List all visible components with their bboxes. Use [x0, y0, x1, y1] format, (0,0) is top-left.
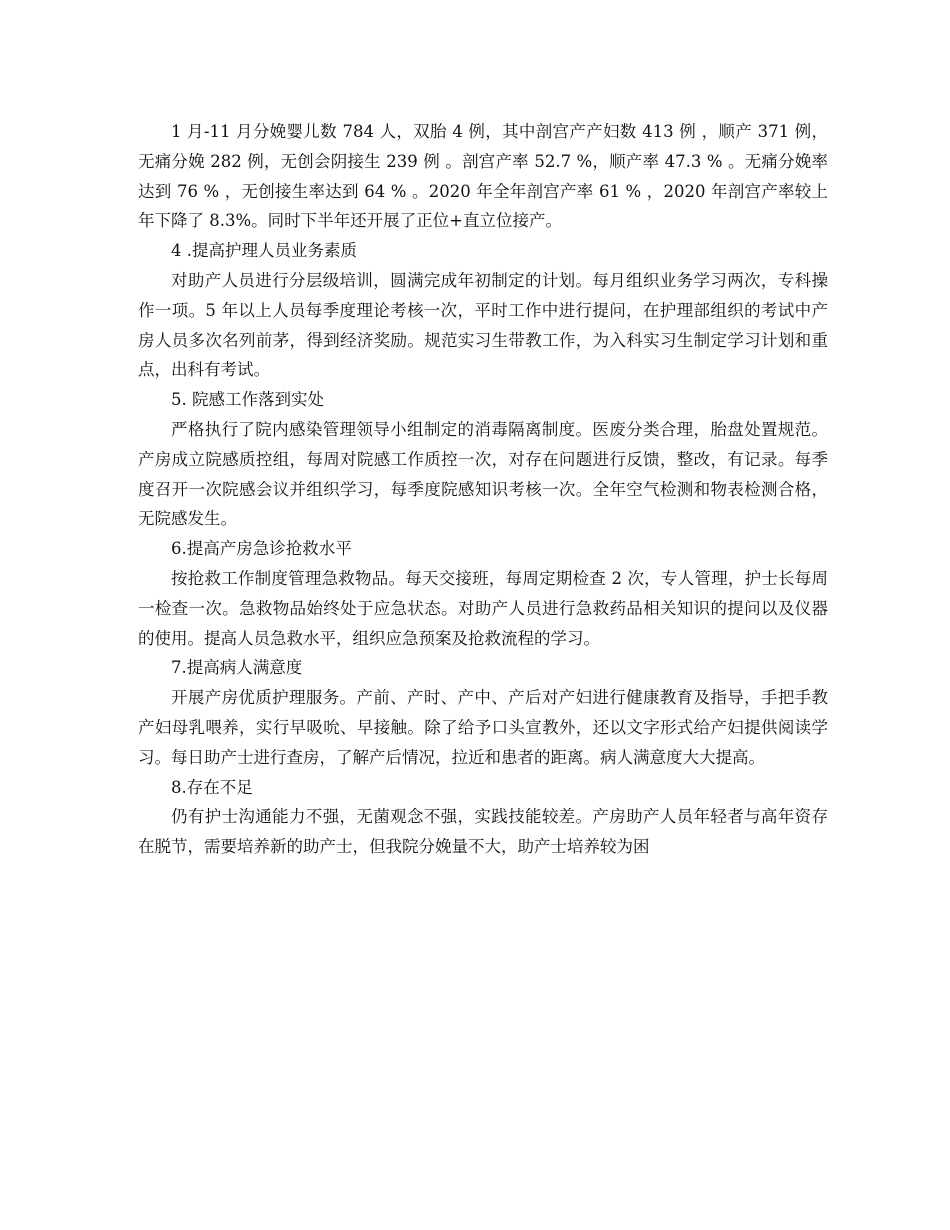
paragraph-delivery-statistics: 1 月-11 月分娩婴儿数 784 人，双胎 4 例，其中剖宫产产妇数 413 例 ，顺产 371 例，无痛分娩 282 例，无创会阴接生 239 例 。剖宫产率 52.7 %，顺产率 47.3 % 。无痛分娩率达到 76 % ，无创接生率达到 64 % 。2020 年全年剖宫产率 61 % ，2020 年剖宫产率较上年下降了 8.3%。同时下半年还开展了正位+直立位接产。 [138, 122, 828, 231]
paragraph-shortcomings: 仍有护士沟通能力不强，无菌观念不强，实践技能较差。产房助产人员年轻者与高年资存在脱节，需要培养新的助产士，但我院分娩量不大，助产士培养较为困 [138, 807, 828, 857]
section-heading-emergency-rescue: 6.提高产房急诊抢救水平 [171, 539, 352, 559]
paragraph-nursing-training: 对助产人员进行分层级培训，圆满完成年初制定的计划。每月组织业务学习两次，专科操作一项。5 年以上人员每季度理论考核一次，平时工作中进行提问，在护理部组织的考试中产房人员多次名列前茅，得到经济奖励。规范实习生带教工作，为入科实习生制定学习计划和重点，出科有考试。 [138, 270, 828, 380]
document-body [138, 117, 828, 862]
section-heading-nursing-quality: 4 .提高护理人员业务素质 [171, 241, 357, 261]
paragraph-patient-satisfaction: 开展产房优质护理服务。产前、产时、产中、产后对产妇进行健康教育及指导，手把手教产妇母乳喂养，实行早吸吮、早接触。除了给予口头宣教外，还以文字形式给产妇提供阅读学习。每日助产士进行查房，了解产后情况，拉近和患者的距离。病人满意度大大提高。 [138, 688, 828, 767]
paragraph-infection-control: 严格执行了院内感染管理领导小组制定的消毒隔离制度。医废分类合理，胎盘处置规范。产房成立院感质控组，每周对院感工作质控一次，对存在问题进行反馈，整改，有记录。每季度召开一次院感会议并组织学习，每季度院感知识考核一次。全年空气检测和物表检测合格，无院感发生。 [138, 419, 828, 529]
paragraph-emergency-rescue: 按抢救工作制度管理急救物品。每天交接班，每周定期检查 2 次，专人管理，护士长每周一检查一次。急救物品始终处于应急状态。对助产人员进行急救药品相关知识的提问以及仪器的使用。提高人员急救水平，组织应急预案及抢救流程的学习。 [138, 568, 828, 648]
section-heading-infection-control: 5. 院感工作落到实处 [171, 390, 324, 410]
section-heading-shortcomings: 8.存在不足 [171, 777, 253, 797]
section-heading-patient-satisfaction: 7.提高病人满意度 [171, 658, 303, 678]
